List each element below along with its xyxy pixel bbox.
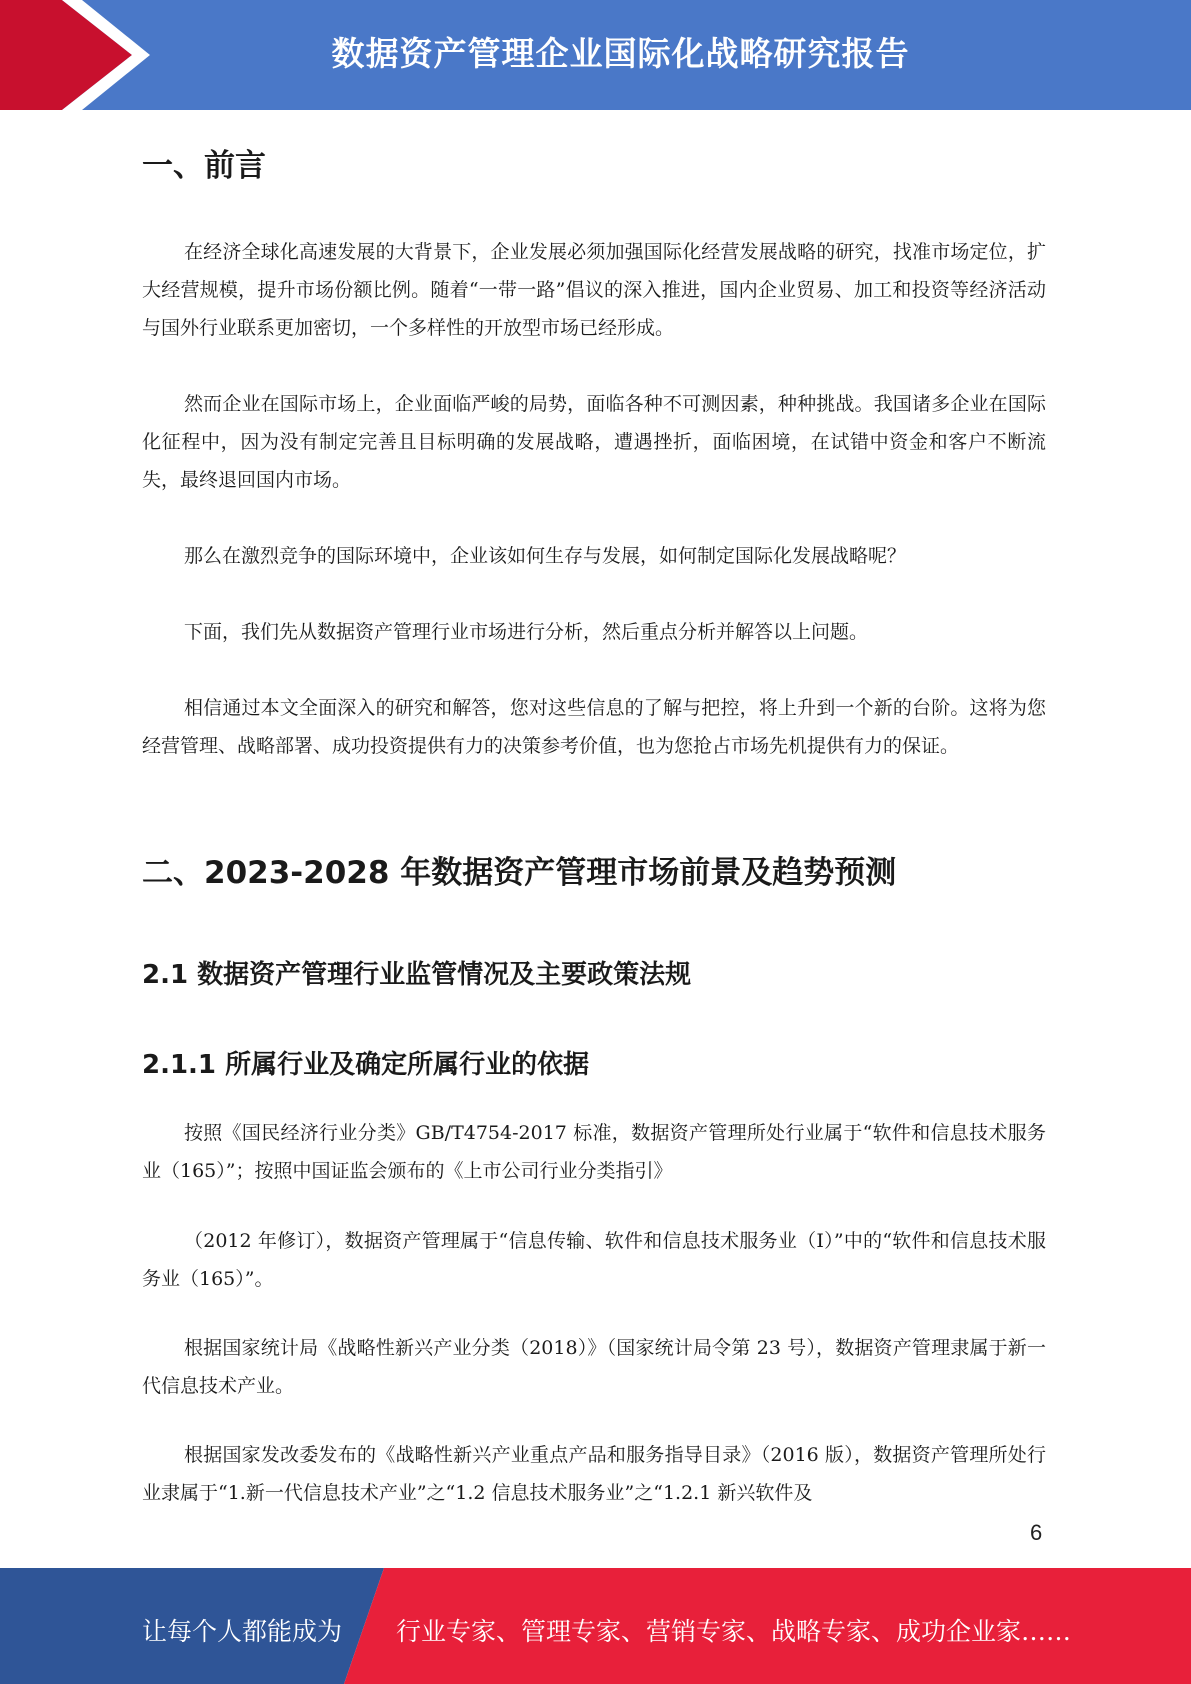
paragraph: （2012 年修订），数据资产管理属于“信息传输、软件和信息技术服务业（I）”中的“软件和信息技术服务业（165）”。 [142, 1230, 1046, 1290]
section-heading-forecast: 二、2023-2028 年数据资产管理市场前景及趋势预测 [142, 855, 897, 891]
paragraph: 在经济全球化高速发展的大背景下，企业发展必须加强国际化经营发展战略的研究，找准市场定位，扩大经营规模，提升市场份额比例。随着“一带一路”倡议的深入推进，国内企业贸易、加工和投资等经济活动与国外行业联系更加密切，一个多样性的开放型市场已经形成。 [142, 241, 1046, 339]
page-header [0, 0, 1191, 110]
paragraph: 然而企业在国际市场上，企业面临严峻的局势，面临各种不可测因素，种种挑战。我国诸多企业在国际化征程中，因为没有制定完善且目标明确的发展战略，遭遇挫折，面临困境，在试错中资金和客户不断流失，最终退回国内市场。 [142, 393, 1046, 491]
paragraph: 根据国家发改委发布的《战略性新兴产业重点产品和服务指导目录》（2016 版），数据资产管理所处行业隶属于“1.新一代信息技术产业”之“1.2 信息技术服务业”之“1.2.1 新兴软件及 [142, 1444, 1046, 1504]
page-number: 6 [1030, 1520, 1043, 1545]
report-title: 数据资产管理企业国际化战略研究报告 [331, 34, 910, 73]
paragraph: 按照《国民经济行业分类》GB/T4754-2017 标准，数据资产管理所处行业属于“软件和信息技术服务业（165）”；按照中国证监会颁布的《上市公司行业分类指引》 [142, 1122, 1046, 1182]
footer-slogan-left: 让每个人都能成为 [142, 1617, 343, 1646]
subsection-heading: 2.1 数据资产管理行业监管情况及主要政策法规 [142, 960, 692, 990]
subsubsection-heading: 2.1.1 所属行业及确定所属行业的依据 [142, 1050, 590, 1080]
paragraph: 那么在激烈竞争的国际环境中，企业该如何生存与发展，如何制定国际化发展战略呢？ [184, 545, 907, 567]
chevron-arrow-icon [0, 0, 160, 110]
page-footer [0, 1568, 1191, 1684]
paragraph: 根据国家统计局《战略性新兴产业分类（2018）》（国家统计局令第 23 号），数据资产管理隶属于新一代信息技术产业。 [142, 1337, 1046, 1397]
footer-slogan-right: 行业专家、管理专家、营销专家、战略专家、成功企业家…… [396, 1617, 1072, 1646]
paragraph: 相信通过本文全面深入的研究和解答，您对这些信息的了解与把控，将上升到一个新的台阶。这将为您经营管理、战略部署、成功投资提供有力的决策参考价值，也为您抢占市场先机提供有力的保证。 [142, 697, 1046, 757]
paragraph: 下面，我们先从数据资产管理行业市场进行分析，然后重点分析并解答以上问题。 [184, 621, 869, 643]
section-heading-preface: 一、前言 [142, 148, 266, 184]
